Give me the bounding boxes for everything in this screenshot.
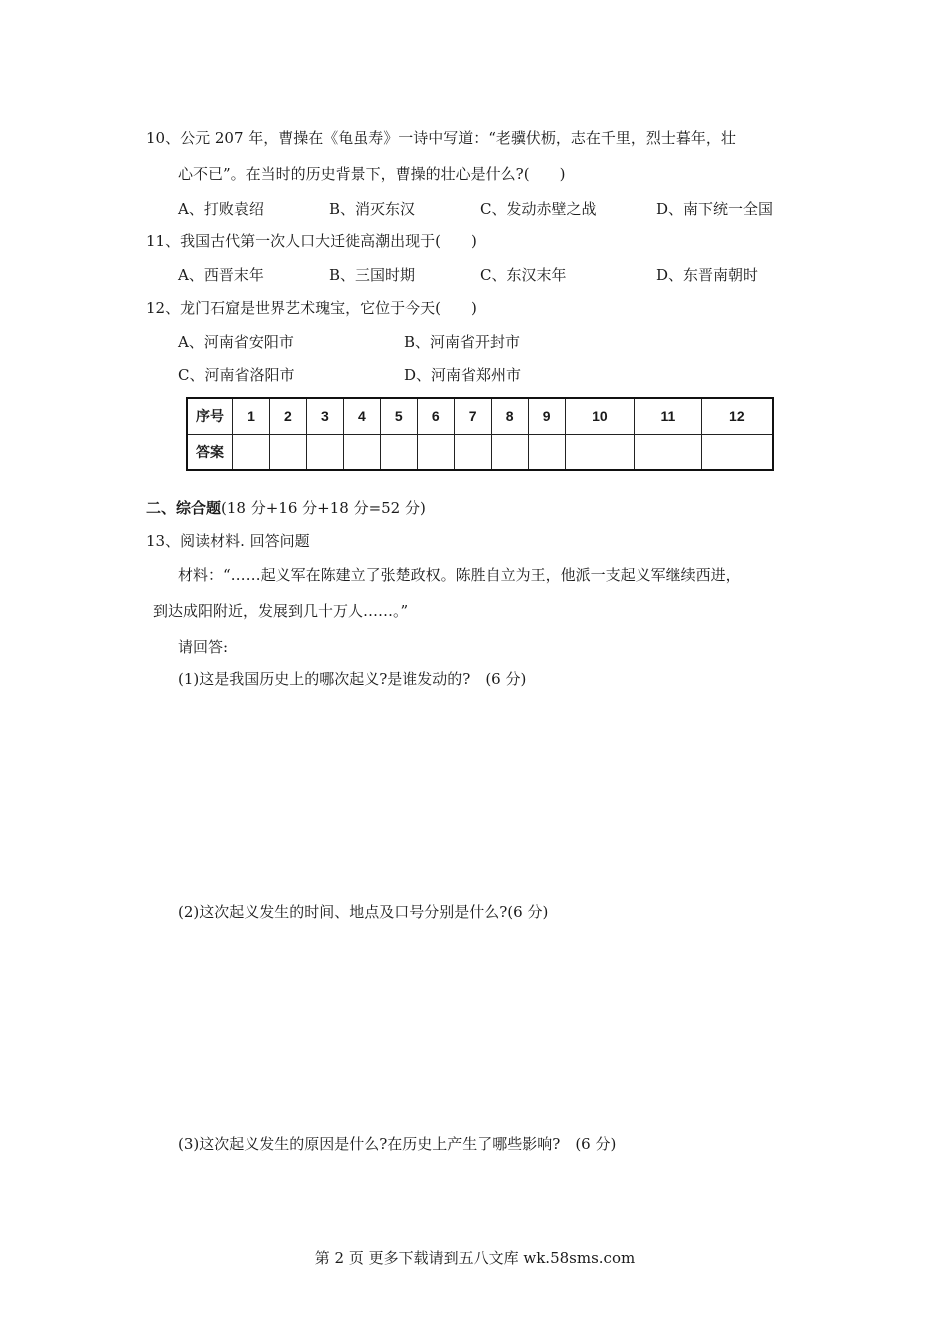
answer-cell[interactable] (233, 434, 270, 470)
answer-cell[interactable] (417, 434, 454, 470)
answer-cell[interactable] (454, 434, 491, 470)
question-13-sub-1: (1)这是我国历史上的哪次起义?是谁发动的? (6 分) (178, 670, 527, 688)
answer-table-number: 11 (635, 398, 701, 434)
answer-table-answer-row (187, 434, 773, 470)
answer-table-number: 3 (306, 398, 343, 434)
answer-cell[interactable] (701, 434, 773, 470)
question-13-sub-2: (2)这次起义发生的时间、地点及口号分别是什么?(6 分) (178, 903, 549, 921)
answer-table-number: 4 (343, 398, 380, 434)
answer-table (186, 397, 774, 471)
question-11-option-d: D、东晋南朝时 (656, 266, 759, 284)
section-2-score: (18 分+16 分+18 分=52 分) (221, 499, 426, 517)
answer-table-number: 5 (380, 398, 417, 434)
section-2-heading (146, 498, 426, 518)
question-10-option-c: C、发动赤壁之战 (480, 200, 597, 218)
question-11-text: 11、我国古代第一次人口大迁徙高潮出现于( ) (146, 232, 477, 250)
answer-table-answer-label: 答案 (187, 434, 233, 470)
answer-table-number: 10 (565, 398, 635, 434)
question-13-heading: 13、阅读材料. 回答问题 (146, 532, 310, 550)
answer-table-number-label: 序号 (187, 398, 233, 434)
answer-table-number: 6 (417, 398, 454, 434)
question-10-line2: 心不已”。在当时的历史背景下，曹操的壮心是什么?( ) (178, 165, 566, 183)
page-footer: 第 2 页 更多下载请到五八文库 wk.58sms.com (314, 1249, 636, 1267)
question-13-prompt: 请回答: (178, 638, 229, 656)
question-10-line1: 10、公元 207 年，曹操在《龟虽寿》一诗中写道：“老骥伏枥，志在千里，烈士暮年，壮 (146, 129, 736, 147)
question-13-material-line1: 材料：“……起义军在陈建立了张楚政权。陈胜自立为王，他派一支起义军继续西进， (178, 566, 741, 584)
answer-table-number: 9 (528, 398, 565, 434)
question-10-option-d: D、南下统一全国 (656, 200, 774, 218)
question-11-option-a: A、西晋末年 (178, 266, 264, 284)
question-12-option-c: C、河南省洛阳市 (178, 366, 295, 384)
section-2-title: 二、综合题 (146, 499, 222, 517)
question-11-option-b: B、三国时期 (329, 266, 416, 284)
answer-cell[interactable] (380, 434, 417, 470)
question-12-option-a: A、河南省安阳市 (178, 333, 294, 351)
answer-table-number: 7 (454, 398, 491, 434)
answer-table-number: 2 (269, 398, 306, 434)
answer-cell[interactable] (565, 434, 635, 470)
answer-cell[interactable] (269, 434, 306, 470)
answer-cell[interactable] (635, 434, 701, 470)
question-13-material-line2: 到达成阳附近，发展到几十万人……。” (153, 602, 409, 620)
answer-table-number: 8 (491, 398, 528, 434)
answer-cell[interactable] (306, 434, 343, 470)
question-11-option-c: C、东汉末年 (480, 266, 567, 284)
answer-table-number: 12 (701, 398, 773, 434)
question-12-option-d: D、河南省郑州市 (404, 366, 522, 384)
answer-cell[interactable] (491, 434, 528, 470)
answer-table-number: 1 (233, 398, 270, 434)
question-10-option-b: B、消灭东汉 (329, 200, 416, 218)
answer-table-number-row (187, 398, 773, 434)
question-12-option-b: B、河南省开封市 (404, 333, 521, 351)
answer-cell[interactable] (528, 434, 565, 470)
answer-cell[interactable] (343, 434, 380, 470)
question-12-text: 12、龙门石窟是世界艺术瑰宝，它位于今天( ) (146, 299, 477, 317)
question-10-option-a: A、打败袁绍 (178, 200, 264, 218)
question-13-sub-3: (3)这次起义发生的原因是什么?在历史上产生了哪些影响? (6 分) (178, 1135, 617, 1153)
